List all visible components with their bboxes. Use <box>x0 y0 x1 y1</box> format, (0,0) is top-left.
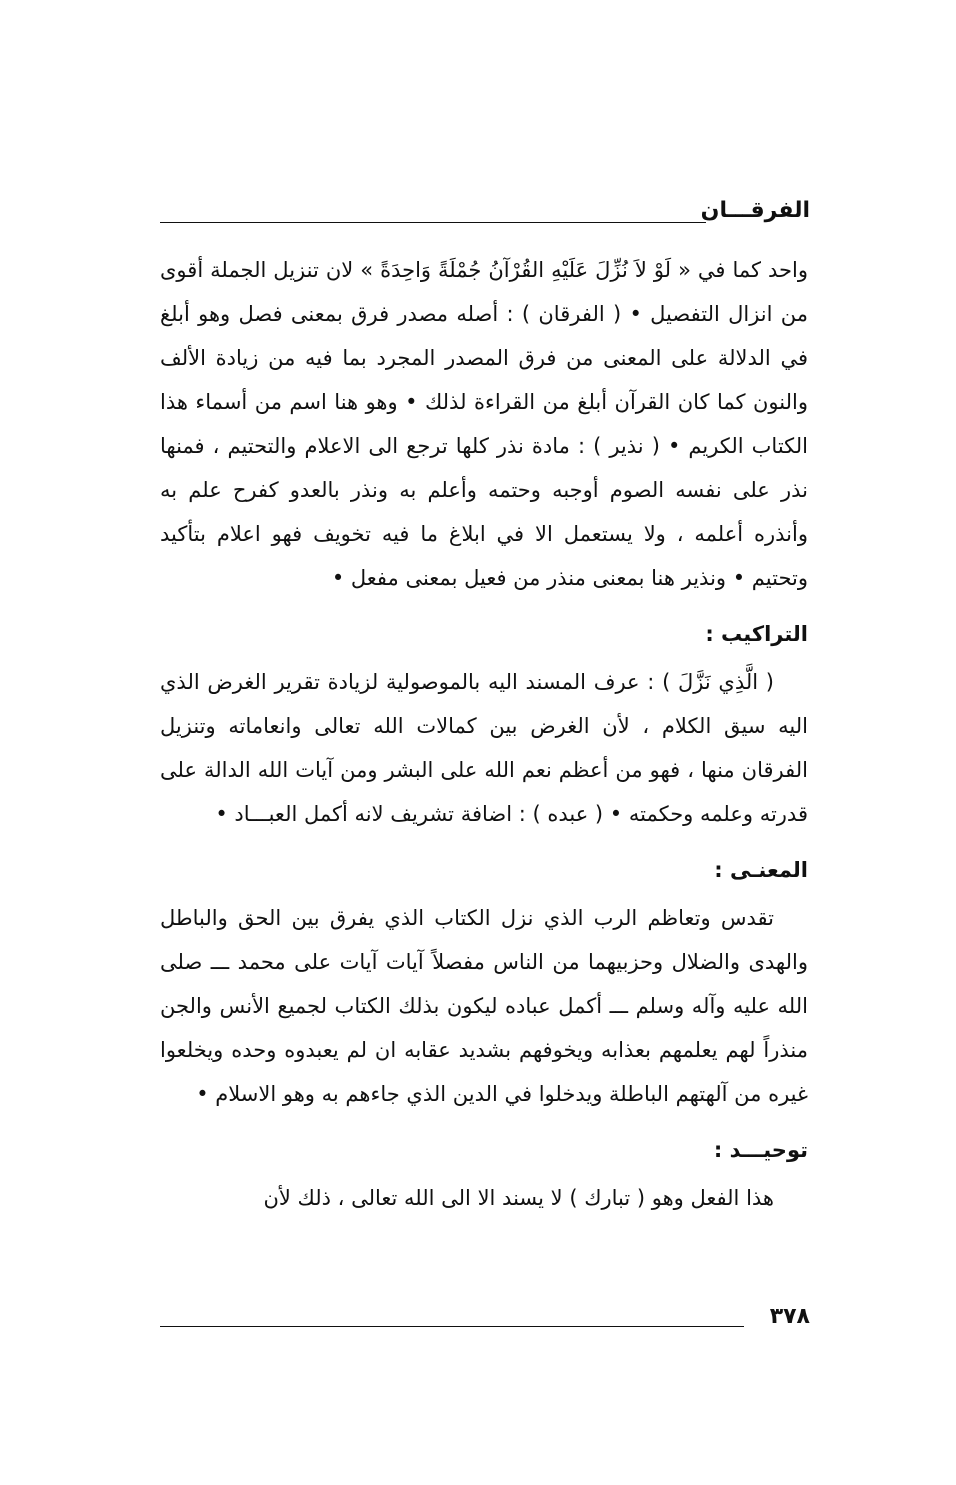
chapter-title: الفرقـــان <box>700 198 810 223</box>
intro-paragraph: واحد كما في « لَوْ لاَ نُزِّلَ عَلَيْهِ القُرْآنُ جُمْلَةً وَاحِدَةً » لان تنزيل الجملة أقوى من انزال التفصيل • ( الفرقان ) : أصله مصدر فرق بمعنى فصل وهو أبلغ في الدلالة على المعنى من فرق المصدر المجرد بما فيه من زيادة الألف والنون كما كان القرآن أبلغ من القراءة لذلك • وهو هنا اسم من أسماء هذا الكتاب الكريم • ( نذير ) : مادة نذر كلها ترجع الى الاعلام والتحتيم ، فمنها نذر على نفسه الصوم أوجبه وحتمه وأعلم به ونذر بالعدو كفرح علم به وأنذره أعلمه ، ولا يستعمل الا في ابلاغ ما فيه تخويف فهو اعلام بتأكيد وتحتيم • ونذير هنا بمعنى منذر من فعيل بمعنى مفعل • <box>160 258 808 590</box>
page-footer <box>160 1302 810 1336</box>
header-rule <box>160 222 706 223</box>
tawhid-paragraph: هذا الفعل وهو ( تبارك ) لا يسند الا الى الله تعالى ، ذلك لأن <box>263 1186 774 1210</box>
page-body <box>160 248 808 1220</box>
maana-paragraph: تقدس وتعاظم الرب الذي نزل الكتاب الذي يفرق بين الحق والباطل والهدى والضلال وحزبيهما من الناس مفصلاً آيات آيات على محمد ـــ صلى الله عليه وآله وسلم ـــ أكمل عباده ليكون بذلك الكتاب لجميع الأنس والجن منذراً لهم يعلمهم بعذابه ويخوفهم بشديد عقابه ان لم يعبدوه وحده ويخلعوا غيره من آلهتهم الباطلة ويدخلوا في الدين الذي جاءهم به وهو الاسلام • <box>160 906 808 1106</box>
tarakib-heading: التراكيب : <box>705 622 808 646</box>
page-number: ٣٧٨ <box>769 1304 810 1329</box>
maana-heading: المعنـى : <box>714 858 808 882</box>
page-header <box>160 196 810 226</box>
tawhid-heading: توحيـــد : <box>713 1138 808 1162</box>
footer-rule <box>160 1326 744 1327</box>
tarakib-paragraph: ( الَّذِي نَزَّلَ ) : عرف المسند اليه بالموصولية لزيادة تقرير الغرض الذي اليه سيق الكلام ، لأن الغرض بين كمالات الله تعالى وانعاماته وتنزيل الفرقان منها ، فهو من أعظم نعم الله على البشر ومن آيات الله الدالة على قدرته وعلمه وحكمته • ( عبده ) : اضافة تشريف لانه أكمل العبـــاد • <box>160 670 808 826</box>
